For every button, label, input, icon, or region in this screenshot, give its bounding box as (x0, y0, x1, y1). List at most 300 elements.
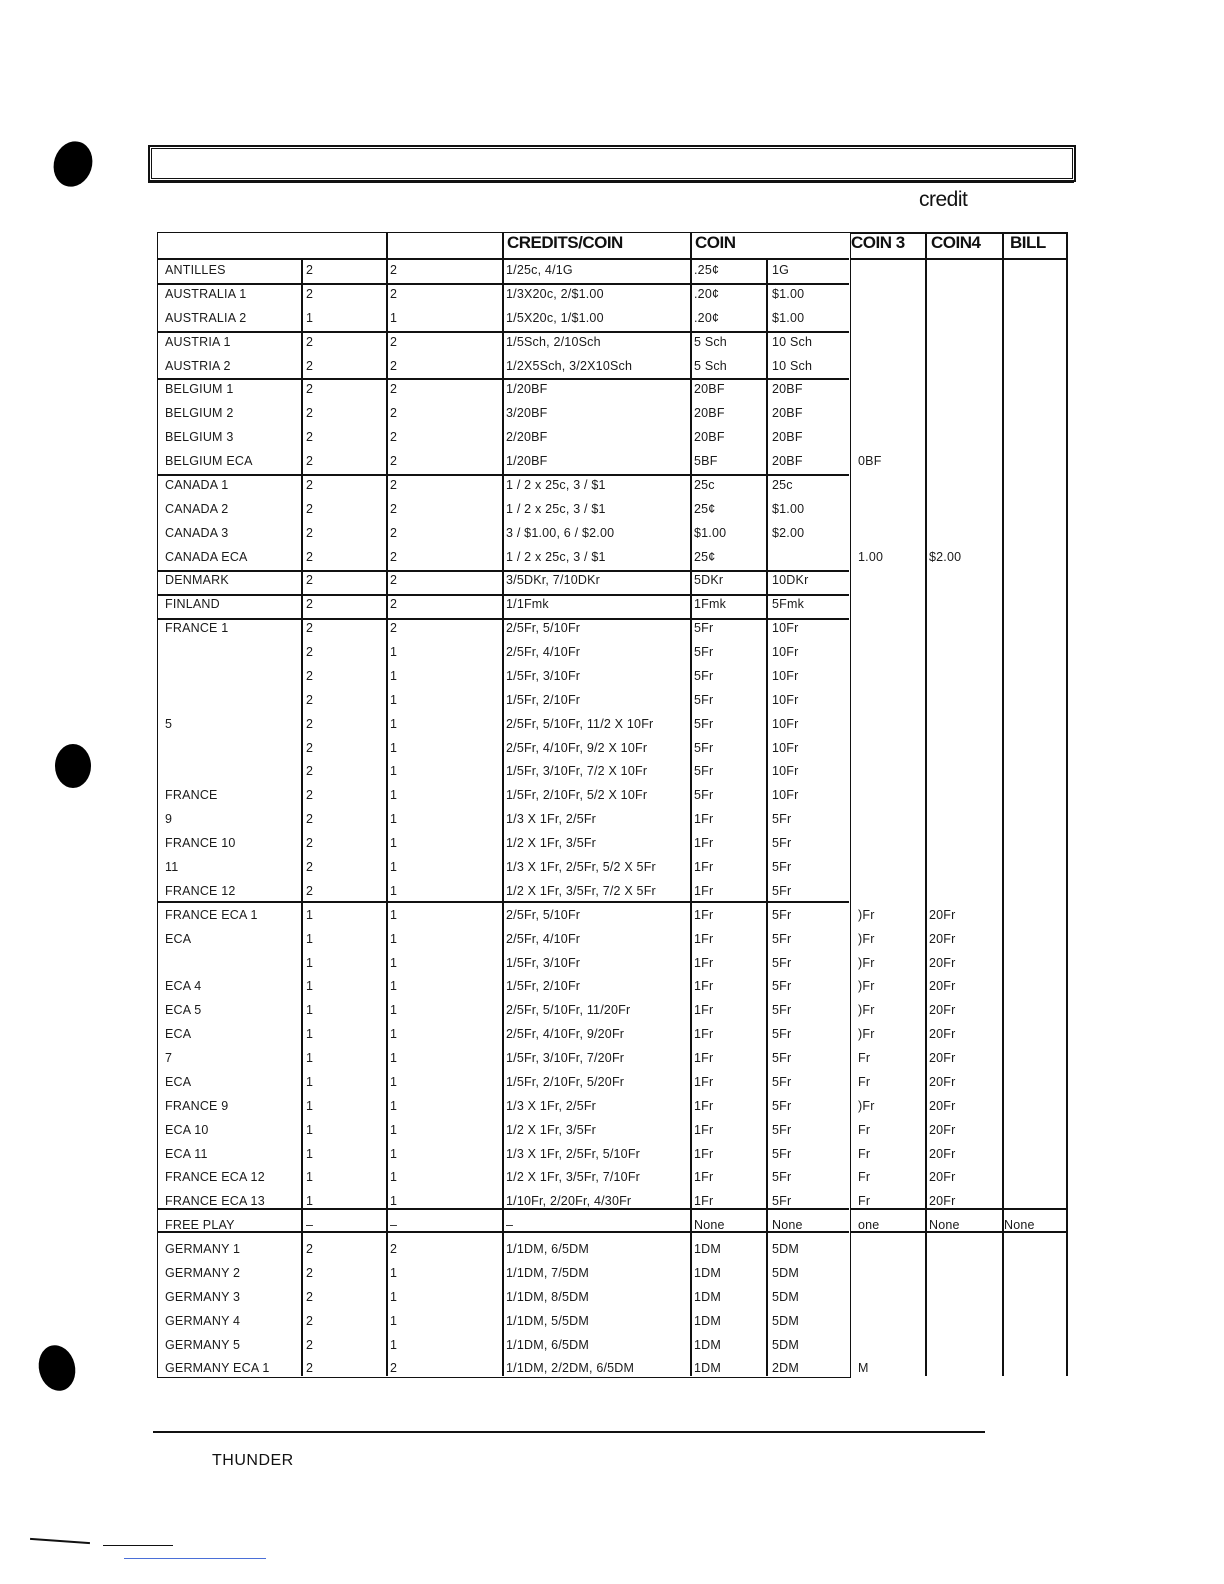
cell-setting-b: 2 (390, 430, 398, 444)
cell-coin-2: 5DM (772, 1242, 799, 1256)
binder-hole-middle (55, 744, 91, 788)
cell-coin-2: 10Fr (772, 741, 799, 755)
cell-setting-name: FINLAND (165, 597, 220, 611)
cell-setting-name: CANADA 3 (165, 526, 229, 540)
cell-coin-1: 1Fr (694, 1147, 714, 1161)
cell-setting-a: 2 (306, 788, 314, 802)
cell-setting-a: 2 (306, 621, 314, 635)
cell-credits-coin: 2/5Fr, 4/10Fr, 9/2 X 10Fr (506, 741, 648, 755)
cell-setting-b: 1 (390, 645, 398, 659)
cell-setting-b: 1 (390, 788, 398, 802)
cell-coin-1: 1Fr (694, 1170, 714, 1184)
col-divider-a (386, 232, 388, 1376)
cell-setting-name: FRANCE ECA 13 (165, 1194, 265, 1208)
cell-setting-name: FRANCE ECA 1 (165, 908, 258, 922)
cell-setting-b: 2 (390, 502, 398, 516)
cell-coin-2: $1.00 (772, 311, 805, 325)
binder-hole-bottom (34, 1341, 80, 1394)
cell-coin-3: Fr (858, 1170, 871, 1184)
header-coin3: COIN 3 (851, 233, 905, 252)
cell-setting-b: 1 (390, 979, 398, 993)
cell-setting-name: AUSTRALIA 1 (165, 287, 247, 301)
cell-coin-1: 5 Sch (694, 359, 727, 373)
cell-setting-a: 2 (306, 478, 314, 492)
cell-coin-3: Fr (858, 1051, 871, 1065)
cell-setting-name: ECA (165, 932, 192, 946)
cell-setting-a: 1 (306, 956, 314, 970)
cell-coin-2: 5Fmk (772, 597, 805, 611)
cell-coin-1: 1Fr (694, 860, 714, 874)
cell-credits-coin: 1/3 X 1Fr, 2/5Fr (506, 1099, 597, 1113)
cell-coin-2: 5DM (772, 1266, 799, 1280)
footer-title: THUNDER (212, 1452, 294, 1469)
cell-setting-a: 2 (306, 860, 314, 874)
cell-coin-1: 1Fr (694, 932, 714, 946)
cell-coin-1: 1Fr (694, 1051, 714, 1065)
cell-setting-b: 1 (390, 1314, 398, 1328)
cell-coin-1: 1Fr (694, 884, 714, 898)
cell-coin-1: 5Fr (694, 717, 714, 731)
cell-coin-1: .20¢ (694, 287, 720, 301)
cell-coin-2: 10Fr (772, 693, 799, 707)
cell-setting-name: CANADA 1 (165, 478, 229, 492)
cell-coin-1: 1Fr (694, 812, 714, 826)
cell-coin-2: 5Fr (772, 1123, 792, 1137)
group-sep-finland (157, 594, 849, 596)
cell-coin-1: 5Fr (694, 621, 714, 635)
cell-credits-coin: 1/20BF (506, 382, 548, 396)
cell-setting-b: 2 (390, 478, 398, 492)
col-divider-b (502, 232, 504, 1376)
cell-setting-b: 2 (390, 597, 398, 611)
cell-setting-b: 2 (390, 573, 398, 587)
cell-setting-b: 1 (390, 1338, 398, 1352)
cell-coin-1: 1DM (694, 1314, 721, 1328)
cell-setting-b: 1 (390, 908, 398, 922)
cell-setting-b: 2 (390, 1361, 398, 1375)
cell-credits-coin: 1/5Fr, 2/10Fr (506, 693, 581, 707)
cell-setting-b: 1 (390, 311, 398, 325)
cell-coin-2: 10Fr (772, 645, 799, 659)
cell-setting-a: 1 (306, 1194, 314, 1208)
cell-credits-coin: 2/5Fr, 5/10Fr (506, 621, 581, 635)
cell-coin-1: 1Fr (694, 1075, 714, 1089)
cell-credits-coin: 1 / 2 x 25c, 3 / $1 (506, 478, 606, 492)
cell-credits-coin: 1/25c, 4/1G (506, 263, 573, 277)
cell-setting-b: 2 (390, 526, 398, 540)
cell-setting-b: 1 (390, 1147, 398, 1161)
cell-setting-b: 1 (390, 1170, 398, 1184)
cell-setting-a: 1 (306, 979, 314, 993)
cell-coin-1: 20BF (694, 382, 725, 396)
cell-coin-1: 1Fr (694, 1194, 714, 1208)
col-divider-coin4 (1002, 232, 1004, 1376)
cell-setting-a: 2 (306, 263, 314, 277)
cell-coin-2: 5DM (772, 1290, 799, 1304)
cell-credits-coin: 2/5Fr, 4/10Fr, 9/20Fr (506, 1027, 625, 1041)
cell-setting-a: 2 (306, 836, 314, 850)
cell-setting-name: GERMANY ECA 1 (165, 1361, 270, 1375)
cell-coin-1: 1Fr (694, 1123, 714, 1137)
cell-coin-4: None (929, 1218, 960, 1232)
group-sep-france (157, 618, 849, 620)
cell-setting-b: 1 (390, 1290, 398, 1304)
cell-credits-coin: 1/20BF (506, 454, 548, 468)
cell-coin-2: 5Fr (772, 884, 792, 898)
cell-setting-a: 2 (306, 669, 314, 683)
cell-setting-b: 1 (390, 1027, 398, 1041)
cell-setting-a: 2 (306, 335, 314, 349)
cell-coin-3: Fr (858, 1194, 871, 1208)
cell-coin-2: 20BF (772, 406, 803, 420)
cell-setting-a: 2 (306, 573, 314, 587)
cell-bill: None (1004, 1218, 1035, 1232)
cell-setting-a: 2 (306, 359, 314, 373)
cell-setting-name: ECA (165, 1075, 192, 1089)
cell-coin-3: )Fr (858, 979, 875, 993)
binder-hole-top (48, 136, 98, 191)
cell-coin-2: 20BF (772, 454, 803, 468)
cell-coin-2: 5DM (772, 1338, 799, 1352)
cell-coin-3: Fr (858, 1123, 871, 1137)
cell-credits-coin: 1 / 2 x 25c, 3 / $1 (506, 502, 606, 516)
cell-coin-1: 5Fr (694, 645, 714, 659)
col-divider-right (1066, 232, 1068, 1376)
cell-credits-coin: 2/5Fr, 5/10Fr, 11/20Fr (506, 1003, 631, 1017)
cell-setting-name: GERMANY 5 (165, 1338, 241, 1352)
cell-credits-coin: – (506, 1218, 514, 1232)
cell-coin-2: 1G (772, 263, 790, 277)
cell-coin-2: 2DM (772, 1361, 799, 1375)
cell-credits-coin: 3/20BF (506, 406, 548, 420)
cell-setting-b: 2 (390, 1242, 398, 1256)
cell-setting-name: FRANCE 10 (165, 836, 236, 850)
cell-coin-2: 20BF (772, 382, 803, 396)
cell-coin-2: 10 Sch (772, 335, 813, 349)
cell-setting-a: 1 (306, 1170, 314, 1184)
cell-setting-a: 2 (306, 812, 314, 826)
cell-setting-a: 2 (306, 502, 314, 516)
cell-setting-b: 2 (390, 406, 398, 420)
cell-coin-2: 10Fr (772, 669, 799, 683)
cell-coin-2: 5Fr (772, 1027, 792, 1041)
cell-credits-coin: 2/20BF (506, 430, 548, 444)
cell-credits-coin: 1/3 X 1Fr, 2/5Fr, 5/10Fr (506, 1147, 641, 1161)
header-underline (157, 258, 849, 260)
cell-coin-1: 5Fr (694, 788, 714, 802)
cell-coin-4: 20Fr (929, 908, 956, 922)
cell-credits-coin: 1/3 X 1Fr, 2/5Fr, 5/2 X 5Fr (506, 860, 656, 874)
cell-coin-2: 10DKr (772, 573, 809, 587)
cell-coin-1: .25¢ (694, 263, 720, 277)
cell-coin-1: 5Fr (694, 741, 714, 755)
cell-coin-1: 5Fr (694, 669, 714, 683)
cell-coin-2: 20BF (772, 430, 803, 444)
cell-coin-1: 5 Sch (694, 335, 727, 349)
cell-coin-2: 5DM (772, 1314, 799, 1328)
cell-credits-coin: 1/1DM, 5/5DM (506, 1314, 589, 1328)
cell-setting-a: 2 (306, 454, 314, 468)
cell-setting-a: 1 (306, 908, 314, 922)
cell-coin-2: 5Fr (772, 908, 792, 922)
cell-credits-coin: 1/5Fr, 2/10Fr, 5/2 X 10Fr (506, 788, 648, 802)
cell-setting-a: 1 (306, 932, 314, 946)
cell-setting-name: FRANCE ECA 12 (165, 1170, 265, 1184)
cell-setting-b: 1 (390, 1099, 398, 1113)
cell-setting-a: 1 (306, 1003, 314, 1017)
cell-coin-1: 5DKr (694, 573, 724, 587)
cell-setting-name: FREE PLAY (165, 1218, 235, 1232)
cell-setting-a: 1 (306, 1027, 314, 1041)
cell-coin-2: 10Fr (772, 717, 799, 731)
cell-setting-a: 2 (306, 717, 314, 731)
cell-credits-coin: 1/5Fr, 3/10Fr, 7/2 X 10Fr (506, 764, 648, 778)
cell-setting-b: 1 (390, 884, 398, 898)
cell-coin-2: 5Fr (772, 956, 792, 970)
cell-credits-coin: 3 / $1.00, 6 / $2.00 (506, 526, 615, 540)
cell-setting-name: BELGIUM 2 (165, 406, 234, 420)
cell-setting-a: 2 (306, 597, 314, 611)
cell-setting-a: 2 (306, 1266, 314, 1280)
cell-setting-name: BELGIUM 3 (165, 430, 234, 444)
cell-setting-b: 1 (390, 693, 398, 707)
group-sep-free-play-right (851, 1208, 1066, 1210)
cell-setting-b: 2 (390, 454, 398, 468)
cell-coin-4: 20Fr (929, 1099, 956, 1113)
col-divider-coin3 (925, 232, 927, 1376)
cell-setting-a: 2 (306, 526, 314, 540)
cell-setting-name: FRANCE (165, 788, 218, 802)
cell-setting-name: DENMARK (165, 573, 229, 587)
cell-credits-coin: 1/5Sch, 2/10Sch (506, 335, 601, 349)
cell-coin-2: 10Fr (772, 621, 799, 635)
cell-credits-coin: 1/2 X 1Fr, 3/5Fr (506, 1123, 597, 1137)
page-title-frame (148, 145, 1076, 182)
cell-setting-a: 2 (306, 430, 314, 444)
cell-credits-coin: 1 / 2 x 25c, 3 / $1 (506, 550, 606, 564)
cell-coin-2: 5Fr (772, 1075, 792, 1089)
header-top-right (851, 232, 1066, 234)
group-sep-france-eca (157, 901, 849, 903)
cell-setting-a: 2 (306, 1361, 314, 1375)
cell-coin-2: 5Fr (772, 1003, 792, 1017)
cell-coin-2: 10Fr (772, 764, 799, 778)
cell-coin-1: None (694, 1218, 725, 1232)
cell-coin-1: 1Fr (694, 1099, 714, 1113)
cell-setting-b: 1 (390, 860, 398, 874)
cell-coin-3: M (858, 1361, 869, 1375)
cell-coin-3: )Fr (858, 956, 875, 970)
cell-setting-name: GERMANY 2 (165, 1266, 241, 1280)
cell-coin-1: 1DM (694, 1290, 721, 1304)
group-sep-belgium (157, 378, 849, 380)
cell-setting-name: ANTILLES (165, 263, 226, 277)
cell-coin-3: )Fr (858, 908, 875, 922)
cell-setting-b: 1 (390, 812, 398, 826)
cell-setting-name: 9 (165, 812, 173, 826)
cell-coin-1: 1Fmk (694, 597, 727, 611)
cell-setting-name: FRANCE 12 (165, 884, 236, 898)
cell-coin-2: $2.00 (772, 526, 805, 540)
cell-credits-coin: 3/5DKr, 7/10DKr (506, 573, 601, 587)
cell-setting-a: 2 (306, 287, 314, 301)
cell-setting-b: 1 (390, 1075, 398, 1089)
cell-setting-a: 2 (306, 1290, 314, 1304)
cell-coin-1: 20BF (694, 406, 725, 420)
cell-coin-2: 5Fr (772, 932, 792, 946)
cell-coin-3: )Fr (858, 1027, 875, 1041)
cell-coin-1: 20BF (694, 430, 725, 444)
cell-credits-coin: 1/3X20c, 2/$1.00 (506, 287, 604, 301)
cell-setting-name: AUSTRIA 2 (165, 359, 231, 373)
cell-setting-b: – (390, 1218, 398, 1232)
cell-setting-a: 2 (306, 1314, 314, 1328)
cell-setting-name: ECA 4 (165, 979, 202, 993)
cell-credits-coin: 2/5Fr, 5/10Fr, 11/2 X 10Fr (506, 717, 654, 731)
cell-coin-4: 20Fr (929, 1003, 956, 1017)
cell-setting-a: 2 (306, 1242, 314, 1256)
cell-setting-a: – (306, 1218, 314, 1232)
cell-setting-name: CANADA 2 (165, 502, 229, 516)
cell-credits-coin: 1/3 X 1Fr, 2/5Fr (506, 812, 597, 826)
cell-credits-coin: 1/1DM, 8/5DM (506, 1290, 589, 1304)
cell-coin-2: 10Fr (772, 788, 799, 802)
cell-setting-a: 2 (306, 884, 314, 898)
cell-credits-coin: 2/5Fr, 4/10Fr (506, 645, 581, 659)
cell-setting-a: 2 (306, 382, 314, 396)
cell-setting-b: 2 (390, 287, 398, 301)
margin-mark-3 (124, 1558, 266, 1559)
cell-setting-b: 2 (390, 335, 398, 349)
cell-credits-coin: 1/10Fr, 2/20Fr, 4/30Fr (506, 1194, 632, 1208)
cell-setting-b: 1 (390, 1123, 398, 1137)
cell-setting-b: 1 (390, 1051, 398, 1065)
cell-setting-b: 1 (390, 741, 398, 755)
cell-coin-4: 20Fr (929, 1123, 956, 1137)
cell-setting-b: 1 (390, 717, 398, 731)
cell-setting-a: 2 (306, 693, 314, 707)
cell-credits-coin: 1/5Fr, 3/10Fr (506, 956, 581, 970)
cell-setting-a: 1 (306, 1099, 314, 1113)
cell-credits-coin: 1/5Fr, 3/10Fr (506, 669, 581, 683)
cell-credits-coin: 1/1DM, 7/5DM (506, 1266, 589, 1280)
cell-setting-name: ECA 11 (165, 1147, 208, 1161)
cell-coin-1: 25¢ (694, 502, 716, 516)
cell-coin-4: $2.00 (929, 550, 962, 564)
cell-coin-1: 1Fr (694, 979, 714, 993)
cell-coin-2: 5Fr (772, 979, 792, 993)
col-divider-credits (690, 232, 692, 1376)
cell-setting-name: GERMANY 4 (165, 1314, 241, 1328)
header-coin4: COIN4 (931, 233, 981, 252)
cell-coin-1: 25c (694, 478, 715, 492)
cell-setting-b: 2 (390, 382, 398, 396)
title-rule (148, 181, 1074, 183)
cell-coin-4: 20Fr (929, 956, 956, 970)
cell-coin-4: 20Fr (929, 1194, 956, 1208)
cell-setting-a: 1 (306, 1123, 314, 1137)
cell-setting-a: 2 (306, 406, 314, 420)
cell-coin-1: 1Fr (694, 1003, 714, 1017)
cell-setting-b: 2 (390, 263, 398, 277)
cell-coin-3: Fr (858, 1147, 871, 1161)
cell-setting-a: 2 (306, 1338, 314, 1352)
cell-setting-name: ECA (165, 1027, 192, 1041)
cell-credits-coin: 1/5Fr, 2/10Fr (506, 979, 581, 993)
cell-setting-b: 1 (390, 836, 398, 850)
footer-rule (153, 1431, 985, 1433)
cell-coin-2: 10 Sch (772, 359, 813, 373)
cell-setting-b: 2 (390, 359, 398, 373)
cell-credits-coin: 1/5X20c, 1/$1.00 (506, 311, 604, 325)
cell-coin-1: 25¢ (694, 550, 716, 564)
cell-coin-4: 20Fr (929, 1075, 956, 1089)
cell-setting-a: 2 (306, 764, 314, 778)
cell-coin-2: 5Fr (772, 1170, 792, 1184)
cell-coin-3: )Fr (858, 932, 875, 946)
cell-coin-2: 5Fr (772, 1147, 792, 1161)
cell-coin-2: 5Fr (772, 1194, 792, 1208)
cell-setting-b: 2 (390, 621, 398, 635)
group-sep-germany (157, 1231, 849, 1233)
cell-coin-1: 1DM (694, 1266, 721, 1280)
cell-setting-name: CANADA ECA (165, 550, 248, 564)
cell-coin-2: 5Fr (772, 812, 792, 826)
cell-credits-coin: 1/1DM, 6/5DM (506, 1338, 589, 1352)
cell-setting-b: 1 (390, 956, 398, 970)
cell-coin-2: $1.00 (772, 502, 805, 516)
cell-setting-a: 2 (306, 741, 314, 755)
cell-credits-coin: 1/5Fr, 3/10Fr, 7/20Fr (506, 1051, 625, 1065)
cell-credits-coin: 1/2 X 1Fr, 3/5Fr, 7/2 X 5Fr (506, 884, 656, 898)
group-sep-denmark (157, 570, 849, 572)
cell-coin-4: 20Fr (929, 1147, 956, 1161)
cell-setting-name: ECA 10 (165, 1123, 209, 1137)
cell-coin-3: 0BF (858, 454, 882, 468)
cell-coin-2: None (772, 1218, 803, 1232)
cell-credits-coin: 1/2 X 1Fr, 3/5Fr, 7/10Fr (506, 1170, 641, 1184)
header-bill: BILL (1010, 233, 1046, 252)
cell-coin-3: )Fr (858, 1003, 875, 1017)
cell-setting-name: 11 (165, 860, 179, 874)
cell-setting-name: 7 (165, 1051, 173, 1065)
cell-credits-coin: 1/2X5Sch, 3/2X10Sch (506, 359, 633, 373)
cell-coin-4: 20Fr (929, 1170, 956, 1184)
cell-coin-4: 20Fr (929, 979, 956, 993)
cell-credits-coin: 1/1DM, 6/5DM (506, 1242, 589, 1256)
group-sep-canada (157, 474, 849, 476)
group-sep-austria (157, 331, 849, 333)
cell-setting-a: 1 (306, 1051, 314, 1065)
cell-credits-coin: 2/5Fr, 4/10Fr (506, 932, 581, 946)
cell-setting-name: BELGIUM ECA (165, 454, 253, 468)
cell-coin-4: 20Fr (929, 1051, 956, 1065)
cell-setting-name: FRANCE 1 (165, 621, 229, 635)
cell-coin-4: 20Fr (929, 1027, 956, 1041)
cell-setting-name: BELGIUM 1 (165, 382, 234, 396)
group-sep-free-play (157, 1208, 849, 1210)
cell-coin-4: 20Fr (929, 932, 956, 946)
cell-setting-a: 1 (306, 1075, 314, 1089)
cell-coin-1: 1Fr (694, 956, 714, 970)
cell-coin-1: 1DM (694, 1338, 721, 1352)
cell-coin-1: $1.00 (694, 526, 727, 540)
cell-coin-3: one (858, 1218, 880, 1232)
cell-coin-2: $1.00 (772, 287, 805, 301)
header-underline-right (851, 258, 1066, 260)
cell-credits-coin: 1/1Fmk (506, 597, 549, 611)
cell-coin-3: Fr (858, 1075, 871, 1089)
